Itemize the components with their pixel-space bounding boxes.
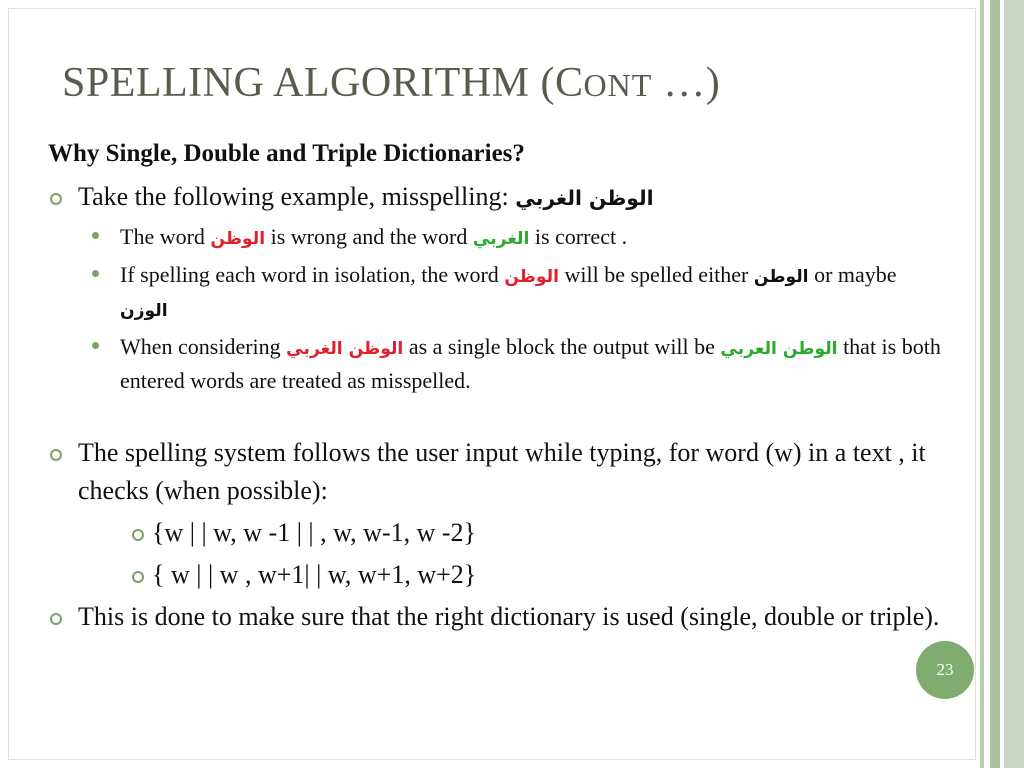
arabic-misspelling: الوظن الغربي bbox=[515, 186, 654, 210]
bullet-right-dictionary: This is done to make sure that the right dictionary is used (single, double or triple). bbox=[48, 598, 948, 636]
ring-bullet-icon bbox=[50, 449, 62, 461]
dot-bullet-icon bbox=[92, 342, 99, 349]
sub-bullet-block: When considering الوظن الغربي as a single block the output will be الوطن العربي that is both entered words are treated as misspelled. bbox=[48, 331, 948, 396]
ring-bullet-icon bbox=[50, 193, 62, 205]
bullet-example: Take the following example, misspelling: الوظن الغربي bbox=[48, 178, 948, 217]
ring-bullet-icon bbox=[50, 613, 62, 625]
sub-bullet-pattern-1: {w | | w, w -1 | | , w, w-1, w -2} bbox=[48, 514, 948, 552]
sub-bullet-word-wrong: The word الوظن is wrong and the word الغربي is correct . bbox=[48, 221, 948, 255]
slide-body bbox=[48, 140, 948, 640]
dot-bullet-icon bbox=[92, 232, 99, 239]
ring-bullet-icon bbox=[132, 529, 144, 541]
page-number-badge: 23 bbox=[916, 641, 974, 699]
bullet-spelling-system: The spelling system follows the user input while typing, for word (w) in a text , it checks (when possible): bbox=[48, 434, 948, 510]
ring-bullet-icon bbox=[132, 571, 144, 583]
decorative-side-stripes bbox=[980, 0, 1024, 768]
dot-bullet-icon bbox=[92, 270, 99, 277]
sub-bullet-pattern-2: { w | | w , w+1| | w, w+1, w+2} bbox=[48, 556, 948, 594]
section-heading: Why Single, Double and Triple Dictionaries? bbox=[48, 140, 525, 167]
sub-bullet-isolation: If spelling each word in isolation, the word الوظن will be spelled either الوطن or maybe الوزن bbox=[48, 259, 948, 327]
slide-title: SPELLING ALGORITHM (CONT …) bbox=[62, 60, 721, 106]
